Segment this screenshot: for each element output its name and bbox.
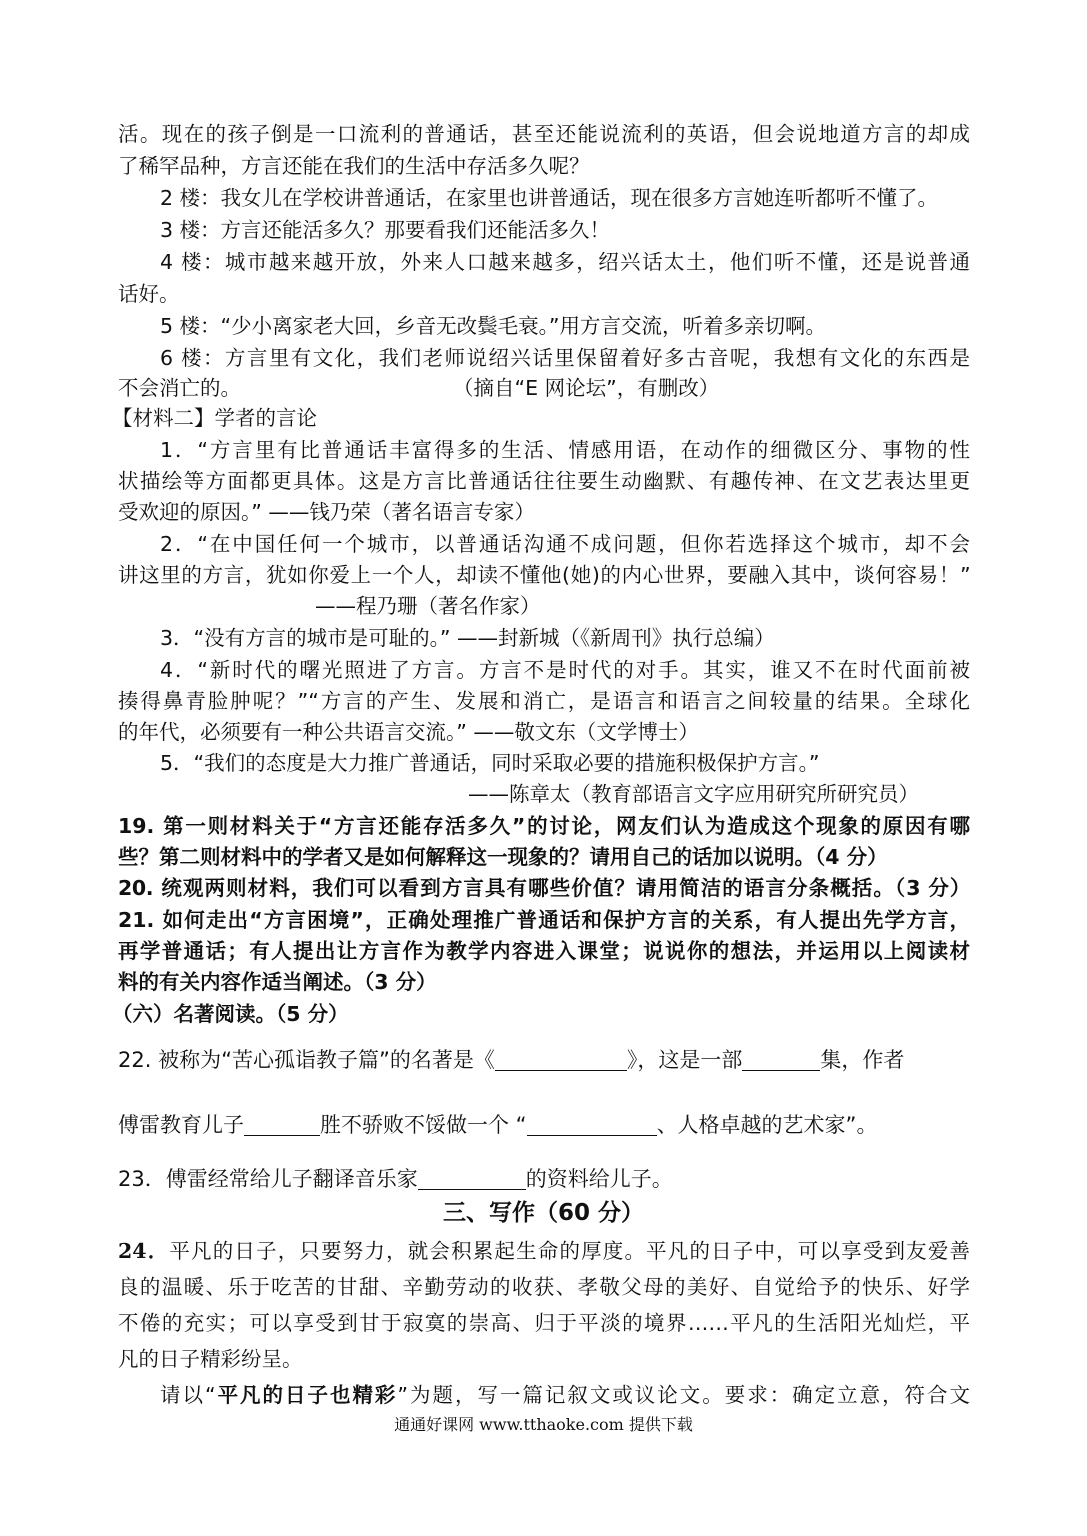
scholar-quote-2-author: ——程乃珊（著名作家） [315,594,541,618]
writing-heading: 三、写作（60 分） [442,1200,644,1226]
forum-floor-5: 5 楼：“少小离家老大回，乡音无改鬓毛衰。”用方言交流，听着多亲切啊。 [160,314,827,338]
scholar-quote-5: 5．“我们的态度是大力推广普通话，同时采取必要的措施积极保护方言。” [160,751,820,775]
forum-floor-2: 2 楼：我女儿在学校讲普通话，在家里也讲普通话，现在很多方言她连听都听不懂了。 [160,186,939,210]
question-24 [118,1236,970,1266]
req-essay-title: 平凡的日子也精彩 [215,1383,398,1407]
forum-floor-6-end: 不会消亡的。 [118,376,241,400]
question-24-line2: 良的温暖、乐于吃苦的甘甜、辛勤劳动的收获、孝敬父母的美好、自觉给予的快乐、好学 [118,1275,970,1299]
scholar-quote-2-cont: 讲这里的方言，犹如你爱上一个人，却读不懂他(她)的内心世界，要融入其中，谈何容易！” [118,563,970,587]
question-19-cont: 些？第二则材料中的学者又是如何解释这一现象的？请用自己的话加以说明。（4 分） [118,845,888,869]
req-text-2: ”为题，写一篇记叙文或议论文。要求：确定立意，符合文 [397,1383,971,1407]
scholar-quote-1-cont: 状描绘等方面都更具体。这是方言比普通话往往要生动幽默、有趣传神、在文艺表达里更 [118,469,970,493]
scholar-quote-4: 4．“新时代的曙光照进了方言。方言不是时代的对手。其实，谁又不在时代面前被 [160,658,970,682]
q22-text-1: 22. 被称为“苦心孤诣教子篇”的名著是《 [118,1048,495,1072]
q22-text-6: 、人格卓越的艺术家”。 [656,1113,878,1137]
q23-text-2: 的资料给儿子。 [525,1167,673,1191]
req-text-1: 请以“ [160,1383,216,1407]
q23-blank-musician[interactable] [418,1167,526,1190]
q22-text-4: 傅雷教育儿子 [118,1113,244,1137]
material1-line1: 活。现在的孩子倒是一口流利的普通话，甚至还能说流利的英语，但会说地道方言的却成 [118,122,970,146]
q22-text-3: 集，作者 [820,1048,905,1072]
q22-blank-son[interactable] [244,1113,320,1136]
question-21: 21. 如何走出“方言困境”，正确处理推广普通话和保护方言的关系，有人提出先学方言， [118,908,970,932]
scholar-quote-2: 2．“在中国任何一个城市，以普通话沟通不成问题，但你若选择这个城市，却不会 [160,532,970,556]
forum-floor-6: 6 楼：方言里有文化，我们老师说绍兴话里保留着好多古音呢，我想有文化的东西是 [160,346,970,370]
q23-text-1: 23．傅雷经常给儿子翻译音乐家 [118,1167,418,1191]
question-22 [118,1045,970,1075]
page-footer: 通通好课网 www.tthaoke.com 提供下载 [394,1415,693,1434]
question-21-cont: 再学普通话；有人提出让方言作为教学内容进入课堂；说说你的想法，并运用以上阅读材 [118,939,970,963]
forum-floor-4: 4 楼：城市越来越开放，外来人口越来越多，绍兴话太土，他们听不懂，还是说普通 [160,250,970,274]
question-19: 19. 第一则材料关于“方言还能存活多久”的讨论，网友们认为造成这个现象的原因有哪 [118,814,970,838]
scholar-quote-4-cont: 揍得鼻青脸肿呢？”“方言的产生、发展和消亡，是语言和语言之间较量的结果。全球化 [118,689,970,713]
question-22-line2 [118,1110,970,1140]
q22-blank-book[interactable] [495,1048,627,1071]
scholar-quote-1: 1．“方言里有比普通话丰富得多的生活、情感用语，在动作的细微区分、事物的性 [160,438,970,462]
scholar-quote-4-end: 的年代，必须要有一种公共语言交流。” ——敬文东（文学博士） [118,720,699,744]
q24-text-1: 平凡的日子，只要努力，就会积累起生命的厚度。平凡的日子中，可以享受到友爱善 [169,1239,971,1263]
q24-number: 24． [118,1239,170,1263]
question-21-end: 料的有关内容作适当阐述。（3 分） [118,970,437,994]
section-6-heading: （六）名著阅读。（5 分） [112,1002,349,1026]
forum-floor-4-cont: 话好。 [118,282,180,306]
question-24-line4: 凡的日子精彩纷呈。 [118,1347,303,1371]
question-20: 20. 统观两则材料，我们可以看到方言具有哪些价值？请用简洁的语言分条概括。（3 分） [118,876,970,900]
question-23 [118,1164,970,1194]
material2-title: 【材料二】学者的言论 [112,406,317,430]
q22-blank-trait[interactable] [527,1113,657,1136]
forum-floor-3: 3 楼：方言还能活多久？那要看我们还能活多久！ [160,218,611,242]
writing-requirement [160,1380,970,1410]
material1-line2: 了稀罕品种，方言还能在我们的生活中存活多久呢？ [118,154,590,178]
scholar-quote-5-author: ——陈章太（教育部语言文字应用研究所研究员） [468,782,919,806]
material1-source: （摘自“E 网论坛”，有删改） [453,376,720,400]
q22-blank-genre[interactable] [742,1048,820,1071]
question-24-line3: 不倦的充实；可以享受到甘于寂寞的崇高、归于平淡的境界……平凡的生活阳光灿烂，平 [118,1311,970,1335]
scholar-quote-3: 3．“没有方言的城市是可耻的。” ——封新城（《新周刊》执行总编） [160,626,775,650]
scholar-quote-1-end: 受欢迎的原因。” ——钱乃荣（著名语言专家） [118,500,535,524]
q22-text-2: 》，这是一部 [626,1048,743,1072]
q22-text-5: 胜不骄败不馁做一个 “ [320,1113,527,1137]
forum-floor-6-cont [118,373,970,403]
